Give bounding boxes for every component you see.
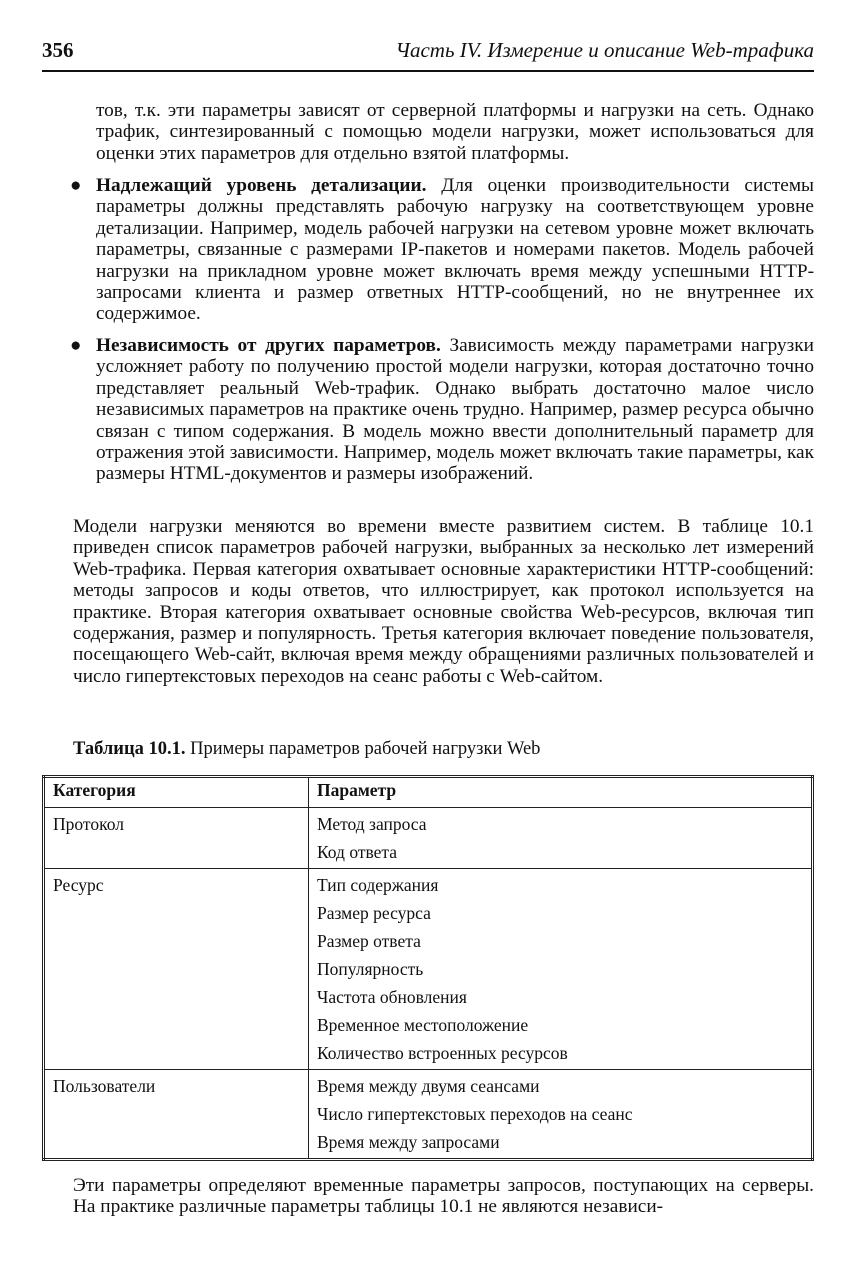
table-cell-params <box>309 808 813 869</box>
final-text: Эти параметры определяют временные параметры запросов, поступающих на серверы. На практике различные параметры таблицы 10.1 не являются независи- <box>73 1175 814 1218</box>
table-row <box>44 808 813 869</box>
bullet-dot-icon: ● <box>70 335 82 356</box>
table-header-row <box>44 777 813 808</box>
continuation-paragraph <box>96 100 814 164</box>
bullet-title: Надлежащий уровень детализации. <box>96 175 427 196</box>
continuation-text: тов, т.к. эти параметры зависят от серверной платформы и нагрузки на сеть. Однако трафик, синтезированный с помощью модели нагрузки, может использоваться для оценки этих параметров для отдельно взятой платформы. <box>96 100 814 164</box>
table-cell-params <box>309 1070 813 1160</box>
body-paragraph <box>73 516 814 687</box>
table-caption-text: Примеры параметров рабочей нагрузки Web <box>185 739 541 759</box>
param-item: Популярность <box>317 959 424 979</box>
param-item: Количество встроенных ресурсов <box>317 1043 568 1063</box>
table-row <box>44 869 813 1070</box>
param-item: Размер ресурса <box>317 903 431 923</box>
table-cell-category: Пользователи <box>44 1070 309 1160</box>
parameters-table <box>42 775 814 1161</box>
table-row <box>44 1070 813 1160</box>
body-text: Модели нагрузки меняются во времени вместе развитием систем. В таблице 10.1 приведен список параметров рабочей нагрузки, выбранных за несколько лет измерений Web-трафика. Первая категория охватывает основные характеристики HTTP-сообщений: методы запросов и коды ответов, что иллюстрирует, как протокол используется на практике. Вторая категория охватывает основные свойства Web-ресурсов, включая тип содержания, размер и популярность. Третья категория включает поведение пользователя, посещающего Web-сайт, включая время между обращениями различных пользователей и число гипертекстовых переходов на сеанс работы с Web-сайтом. <box>73 516 814 687</box>
table-caption-label: Таблица 10.1. <box>73 739 186 759</box>
table-cell-category: Ресурс <box>44 869 309 1070</box>
table-cell-params <box>309 869 813 1070</box>
bullet-title: Независимость от других параметров. <box>96 335 441 356</box>
table-caption <box>73 739 540 760</box>
param-item: Время между запросами <box>317 1132 500 1152</box>
bullet-item <box>70 175 814 325</box>
param-item: Временное местоположение <box>317 1015 529 1035</box>
table-cell-category: Протокол <box>44 808 309 869</box>
param-item: Время между двумя сеансами <box>317 1076 540 1096</box>
param-item: Код ответа <box>317 842 398 862</box>
final-paragraph <box>73 1175 814 1218</box>
param-item: Метод запроса <box>317 814 427 834</box>
param-item: Частота обновления <box>317 987 467 1007</box>
bullet-item <box>70 335 814 485</box>
bullet-text: Зависимость между параметрами нагрузки усложняет работу по получению простой модели нагрузки, которая достаточно точно представляет реальный Web-трафик. Однако выбрать достаточно малое число независимых параметров на практике очень трудно. Например, размер ресурса обычно связан с типом содержания. В модель можно ввести дополнительный параметр для отражения этой зависимости. Например, модель может включать такие параметры, как размеры HTML-документов и размеры изображений. <box>96 335 814 485</box>
table-header-category: Категория <box>44 777 309 808</box>
running-title: Часть IV. Измерение и описание Web-трафика <box>395 38 814 62</box>
param-item: Тип содержания <box>317 875 439 895</box>
bullet-text: Для оценки производительности системы параметры должны представлять рабочую нагрузку на соответствующем уровне детализации. Например, модель рабочей нагрузки на сетевом уровне может включать параметры, связанные с размерами IP-пакетов и номерами пакетов. Модель рабочей нагрузки на прикладном уровне может включать время между успешными HTTP-запросами клиента и размер ответных HTTP-сообщений, но не внутреннее их содержимое. <box>96 175 814 325</box>
bullet-paragraph <box>96 335 814 485</box>
page-header <box>42 38 814 68</box>
param-item: Число гипертекстовых переходов на сеанс <box>317 1104 633 1124</box>
page-number: 356 <box>42 38 74 62</box>
table-header-parameter: Параметр <box>309 777 813 808</box>
param-item: Размер ответа <box>317 931 421 951</box>
bullet-paragraph <box>96 175 814 325</box>
bullet-dot-icon: ● <box>70 175 82 196</box>
header-rule <box>42 70 814 72</box>
